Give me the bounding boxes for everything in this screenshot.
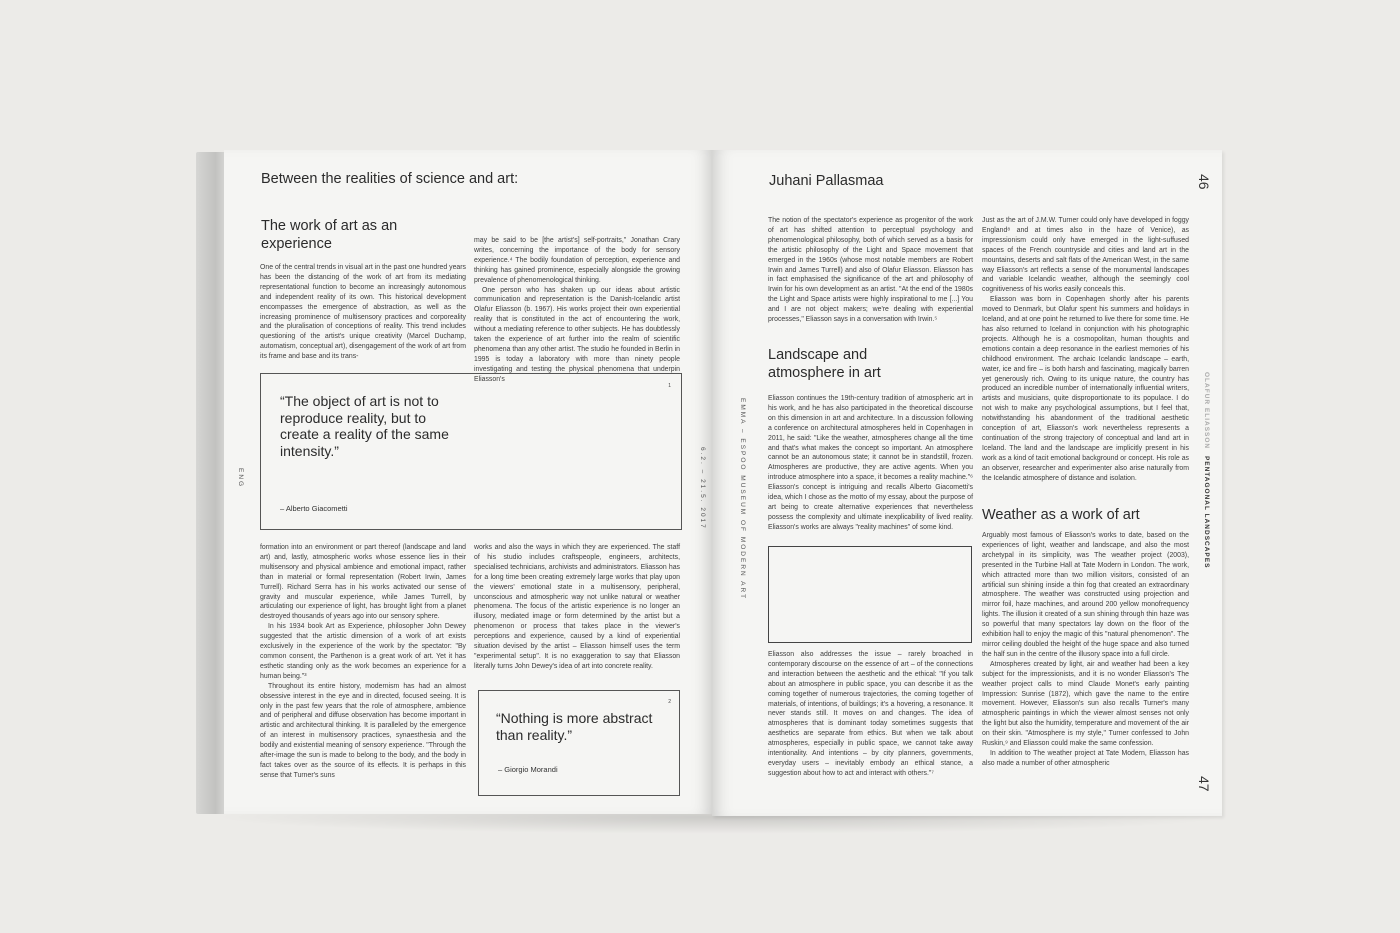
paragraph: The notion of the spectator's experience as progenitor of the work of art has shifted attention to perceptual psychology and phenomenological philosophy, both of which served as a basis for the artistic philosophy of the Light and Space movement that emerged in the 1960s (whose most notable members are Robert Irwin and James Turrell) and also of Olafur Eliasson. Eliasson has in fact emphasised the significance of the art and philosophy of Irwin for his own development as an artist. "At the end of the 1980s the Light and Space artists were highly inspirational to me [...] You and I are not object makers; we're dealing with experiential processes," Eliasson says in a conversation with Irwin.⁵ bbox=[768, 217, 973, 324]
paragraph: One of the central trends in visual art in the past one hundred years has been the distancing of the work of art from its mediating representational function to become an increasingly autonomous and independent reality of its own. This historical development encompasses the emergence of abstraction, as well as the increasing prominence of multisensory practices and corporeality and the pluralisation of conceptions of reality. This trend includes questioning of the artist's unique creativity (Marcel Duchamp, automatism, conceptual art), disengagement of the work of art from its frame and base and its trans- bbox=[260, 264, 466, 361]
paragraph: Throughout its entire history, modernism has had an almost obsessive interest in the eye and in directed, focused seeing. It is only in the past few years that the role of atmosphere, ambience and of peripheral and diffuse observation has become important in artistic and architectural thinking. It is paralleled by the emergence of an interest in multisensory practices, synaesthesia and the bodily and existential meaning of sensory experience. "Through the after-image the sun is made to belong to the body, and the body in fact takes over as the source of its effects. It is perhaps in this sense that Turner's suns bbox=[260, 682, 466, 779]
text-column-2-top bbox=[982, 216, 1189, 492]
paragraph: Arguably most famous of Eliasson's works to date, based on the experiences of light, weather and landscape, and also the most archetypal in its simplicity, was The weather project (2003), presented in the Turbine Hall at Tate Modern in London. The work, which attracted more than two million visitors, consisted of an artificial sun shining inside a thin fog that created an extraordinary atmosphere. The weather was constructed using projection and mirror foil, haze machines, and around 200 yellow monofrequency lights. The illusion it created of a sun shining through thin haze was so powerful that many spectators lay down on the floor of the exhibition hall to enjoy the magic of this "natural phenomenon". The mirror ceiling doubled the height of the huge space and also turned the half sun in the centre of the illusory space into a full circle. bbox=[982, 532, 1189, 658]
side-title-artist: OLAFUR ELIASSON bbox=[1203, 372, 1210, 450]
running-head-left: Between the realities of science and art: bbox=[261, 171, 519, 187]
paragraph: Just as the art of J.M.W. Turner could only have developed in foggy England⁸ and at times also in the haze of Venice), as impressionism could only have emerged in the light-suffused spaces of the French countryside and cities and land art in the mountains, deserts and salt flats of the American West, in the same way Eliasson's art reflects a sense of the monumental landscapes and variable Icelandic weather, although the seemingly cool cognitiveness of his works easily conceals this. bbox=[982, 217, 1189, 294]
text-column-2-bottom bbox=[474, 543, 680, 681]
quote-author: – Alberto Giacometti bbox=[280, 504, 348, 513]
paragraph: works and also the ways in which they are experienced. The staff of his studio includes craftspeople, engineers, architects, specialised technicians, archivists and administrators. Eliasson has for a long time been creating extremely large works that play upon the viewers' emotional state in a multisensory, peripheral, unconscious and atmospheric way not unlike natural or weather phenomena. The focus of the artistic experience is no longer an illusory, mediated image or form determined by the artist but a phenomenon or process that takes place in the viewer's perceptions and experience, caused by a kind of experiential situation devised by the artist – Eliasson himself uses the term "experimental setup". It is no exaggeration to say that Eliasson literally turns John Dewey's idea of art into concrete reality. bbox=[474, 544, 680, 670]
paragraph: formation into an environment or part thereof (landscape and land art) and, lastly, atmospheric works whose essence lies in their multisensory and physical ambience and emotional impact, rather than in material or formal representation (Robert Irwin, James Turrell). Richard Serra has in his works activated our sense of gravity and muscular experience, while James Turrell, by articulating our experience of light, has brought light from a planet destroyed thousands of years ago into our sensory sphere. bbox=[260, 544, 466, 621]
text-column-1-middle bbox=[768, 394, 973, 540]
page-number-bottom: 47 bbox=[1196, 776, 1212, 792]
quote-text: “Nothing is more abstract than reality.” bbox=[496, 710, 653, 743]
page-number-top: 46 bbox=[1196, 174, 1212, 190]
left-page bbox=[224, 150, 712, 814]
text-column-1-top bbox=[768, 216, 973, 332]
paragraph: In addition to The weather project at Tate Modern, Eliasson has also made a number of other atmospheric bbox=[982, 749, 1189, 767]
side-title bbox=[1203, 372, 1210, 568]
running-head-right: Juhani Pallasmaa bbox=[769, 173, 884, 189]
quote-footnote-number: 1 bbox=[668, 383, 671, 389]
quote-footnote-number: 2 bbox=[668, 699, 671, 705]
pull-quote-morandi bbox=[478, 690, 680, 796]
language-tag: ENG bbox=[237, 468, 244, 489]
side-title-exhibition: PENTAGONAL LANDSCAPES bbox=[1203, 455, 1210, 569]
image-placeholder-frame bbox=[768, 546, 972, 643]
paragraph: One person who has shaken up our ideas about artistic communication and representation is the Danish-Icelandic artist Olafur Eliasson (b. 1967). His works project their own experiential reality that is constituted in the act of encountering the work, without a mediating reference to other subjects. He has doubtlessly taken the experience of art further into the realm of scientific phenomena than any other artist. The studio he founded in Berlin in 1995 is today a laboratory with more than ninety people investigating and testing the physical phenomena that underpin Eliasson's bbox=[474, 286, 680, 383]
quote-author: – Giorgio Morandi bbox=[498, 765, 558, 774]
paragraph: Atmospheres created by light, air and weather had been a key subject for the impressionists, and it is no wonder Eliasson's The weather project calls to mind Claude Monet's early painting Impression: Sunrise (1872), which gave the name to the entire movement. However, Eliasson's sun also recalls Turner's many atmospheric paintings in which the viewer almost senses not only the light but also the humidity, temperature and movement of the air on their skin. "Atmosphere is my style," Turner confessed to John Ruskin,⁹ and Eliasson could make the same confession. bbox=[982, 660, 1189, 748]
right-page bbox=[712, 150, 1222, 816]
paragraph: may be said to be [the artist's] self-portraits," Jonathan Crary writes, concerning the importance of the body for sensory experience.⁴ The bodily foundation of perception, experience and thinking has gained prominence, especially alongside the growing prevalence of phenomenological thinking. bbox=[474, 237, 680, 284]
paragraph: Eliasson also addresses the issue – rarely broached in contemporary discourse on the essence of art – of the connections and interaction between the aesthetic and the ethical: "If you talk about an atmosphere in public space, you can describe it as the coming together of numerous trajectories, the coming together of materials, of intentions, of buildings; it's a hovering, a resonance. It never stands still. It moves on and changes. The idea of atmospheres that is dominant today sometimes suggests that aesthetics are separate from ethics. But when we talk about atmospheres, especially in public space, we cannot take away intentionality. And intentions – by city planners, governments, everyday users – inevitably embody an ethical stance, a suggestion about how to act and interact with others."⁷ bbox=[768, 651, 973, 777]
text-column-2-top bbox=[474, 236, 680, 383]
text-column-1-bottom bbox=[768, 650, 973, 790]
paragraph: Eliasson continues the 19th-century tradition of atmospheric art in his work, and he has also participated in the theoretical discourse on this dimension in art and architecture. In a discussion following a conference on architectural atmospheres held in Copenhagen in 2011, he said: "Like the weather, atmospheres change all the time and that's what makes the concept so important. An atmosphere cannot be an autonomous state; it cannot be in standstill, frozen. Atmospheres are productive, they are active agents. When you introduce atmosphere into a space, it becomes a reality machine."⁶ Eliasson's concept is intriguing and recalls Alberto Giacometti's idea, which I chose as the motto of my essay, about the purpose of art being to create alternative experiences that nevertheless possess the complexity and ultimate inexplicability of lived reality. Eliasson's works are always "reality machines" of some kind. bbox=[768, 395, 973, 531]
gutter-dates: 6.2. – 21.5. 2017 bbox=[699, 447, 706, 530]
quote-text: “The object of art is not to reproduce reality, but to create a reality of the same intensity.” bbox=[280, 393, 449, 459]
gutter-museum: EMMA – ESPOO MUSEUM OF MODERN ART bbox=[739, 398, 746, 601]
paragraph: In his 1934 book Art as Experience, philosopher John Dewey suggested that the artistic dimension of a work of art exists exclusively in the experience of the work by the spectator: "By common consent, the Parthenon is a great work of art. Yet it has esthetic standing only as the work becomes an experience for a human being."³ bbox=[260, 623, 466, 680]
section-heading-experience: The work of art as an experience bbox=[261, 218, 398, 252]
paragraph: Eliasson was born in Copenhagen shortly after his parents moved to Denmark, but Olafur spent his summers and holidays in Iceland, and at one point he returned to live there for some time. He has also returned to Iceland in conjunction with his photographic projects. Although he is a cosmopolitan, human thoughts and emotions contain a deep resonance in the earliest memories of his childhood environment. The archaic Icelandic landscape – earth, water, ice and fire – is both harsh and fascinating, magically barren yet generously rich. Owing to its unique nature, the country has produced an incredible number of internationally influential writers, artists and musicians, quite disproportionate to its populace. I do not wish to make any psychological assumptions, but I feel that, notwithstanding his abandonment of the traditional aesthetic conception of art, Eliasson's work nevertheless represents a continuation of the strong trajectory of conceptual and land art in Iceland. The land and the landscape are implicitly present in his work as a kind of tacit emotional background or concept. His role as an observer, researcher and experimenter also arise naturally from the Icelandic atmosphere of distance and isolation. bbox=[982, 296, 1189, 482]
text-column-1-top bbox=[260, 263, 466, 363]
section-heading-weather: Weather as a work of art bbox=[982, 507, 1140, 523]
section-heading-landscape: Landscape and atmosphere in art bbox=[768, 347, 881, 381]
text-column-2-bottom bbox=[982, 531, 1189, 789]
text-column-1-bottom bbox=[260, 543, 466, 789]
pull-quote-giacometti bbox=[260, 373, 682, 530]
